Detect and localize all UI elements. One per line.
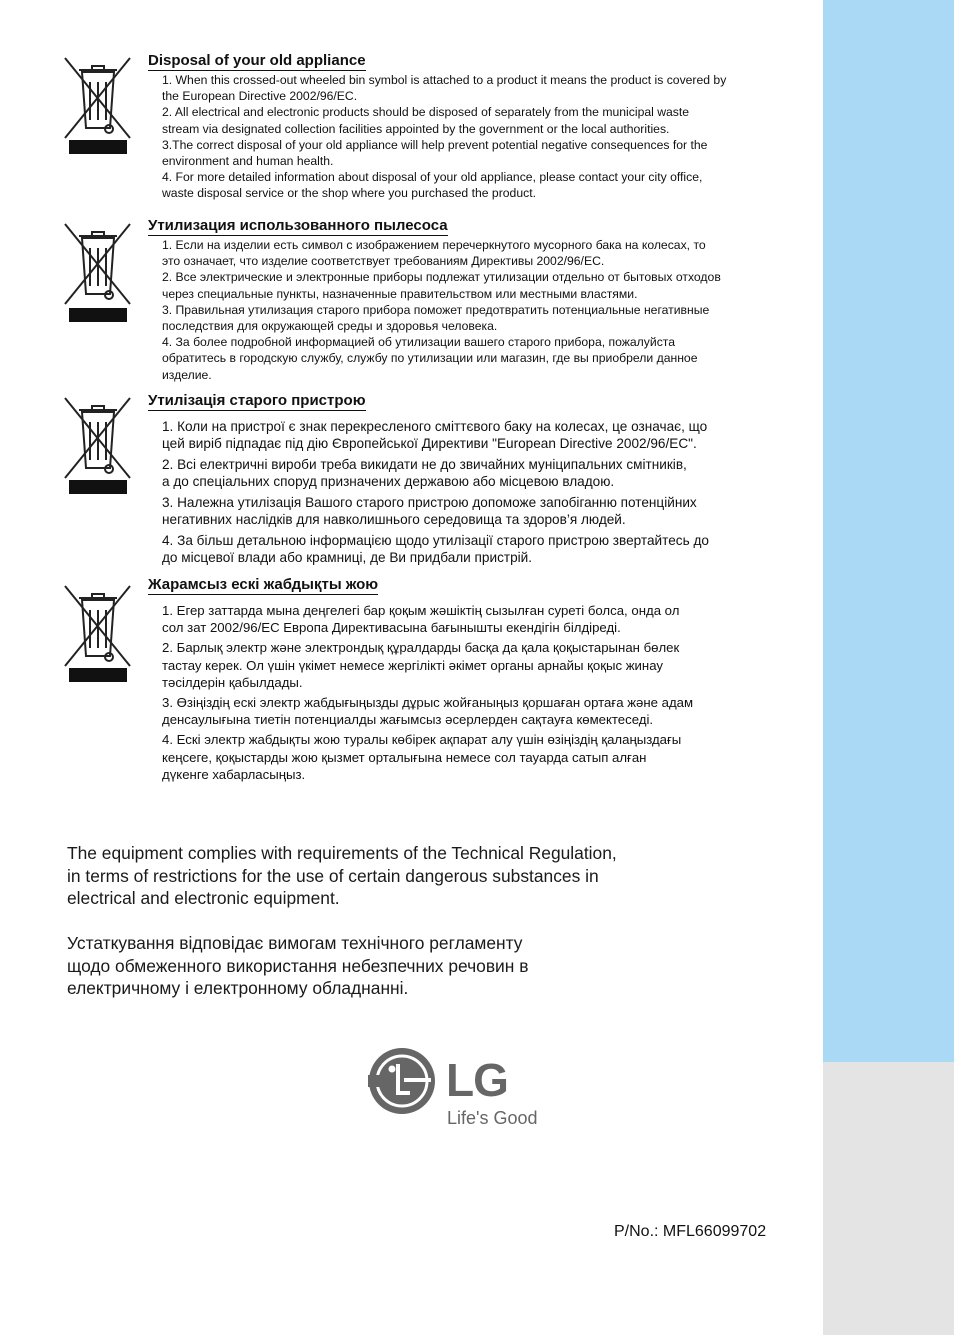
section-heading: Disposal of your old appliance xyxy=(148,52,366,69)
compliance-text-english: The equipment complies with requirements of the Technical Regulation, in terms of restrictions for the use of certain dangerous substances in electrical and electronic equipment. xyxy=(67,843,617,909)
list-item: 2. All electrical and electronic products should be disposed of separately from the municipal waste stream via designated collection facilities appointed by the government or the local authorities. xyxy=(162,105,690,136)
crossed-out-bin-icon xyxy=(62,220,134,310)
crossed-out-bin-icon xyxy=(62,394,134,484)
lg-logo xyxy=(368,1045,568,1135)
list-item: 4. За более подробной информацией об утилизации вашего старого прибора, пожалуйста обратитесь в городскую службу, службу по утилизации или магазин, где вы приобрели данное изделие. xyxy=(162,335,698,382)
section-heading: Жарамсыз ескі жабдықты жою xyxy=(148,576,379,593)
black-bar-mark xyxy=(69,308,127,322)
black-bar-mark xyxy=(69,480,127,494)
black-bar-mark xyxy=(69,668,127,682)
sidebar-grey-band xyxy=(823,1062,954,1335)
list-item: 1. Коли на пристрої є знак перекресленого сміттєвого баку на колесах, це означає, що цей виріб підпадає під дію Європейської Директиви "European Directive 2002/96/EC". xyxy=(162,419,708,451)
disposal-section-russian xyxy=(62,217,802,387)
section-heading: Утилизация использованного пылесоса xyxy=(148,217,448,234)
compliance-text-ukrainian: Устаткування відповідає вимогам технічного регламенту щодо обмеженного використання небезпечних речовин в електричному і електронному обладнанні. xyxy=(67,933,529,999)
list-item: 1. Егер заттарда мына деңгелегі бар қоқым жәшіктің сызылған суреті болса, онда ол сол зат 2002/96/EC Европа Директивасына бағынышты екендігін білдіреді. xyxy=(162,603,680,636)
list-item: 3. Належна утилізація Вашого старого пристрою допоможе запобіганню потенційних негативних наслідків для навколишнього середовища та здоров’я людей. xyxy=(162,495,697,527)
list-item: 4. For more detailed information about disposal of your old appliance, please contact your city office, waste disposal service or the shop where you purchased the product. xyxy=(162,170,703,201)
disposal-section-ukrainian xyxy=(62,392,802,567)
list-item: 2. Всі електричні вироби треба викидати не до звичайних муніципальних смітників, а до спеціальних споруд призначених державою або місцевою владою. xyxy=(162,457,687,489)
crossed-out-bin-icon xyxy=(62,582,134,672)
list-item: 1. Если на изделии есть символ с изображением перечеркнутого мусорного бака на колесах, то это означает, что изделие соответствует требованиям Директивы 2002/96/EC. xyxy=(162,238,706,269)
list-item: 3.The correct disposal of your old appliance will help prevent potential negative consequences for the environment and human health. xyxy=(162,137,708,169)
brand-name: LG xyxy=(446,1054,508,1106)
list-item: 2. Все электрические и электронные приборы подлежат утилизации отдельно от бытовых отходов через специальные пункты, назначенные правительством или местными властями. xyxy=(162,270,721,301)
part-number: P/No.: MFL66099702 xyxy=(614,1223,767,1240)
list-item: 1. When this crossed-out wheeled bin symbol is attached to a product it means the product is covered by the European Directive 2002/96/EC. xyxy=(162,73,727,104)
list-item: 3. Правильная утилизация старого прибора поможет предотвратить потенциальные негативные последствия для окружающей среды и здоровья человека. xyxy=(162,302,710,334)
list-item: 2. Барлық электр және электрондық құралдарды басқа да қала қоқыстарынан бөлек тастау керек. Ол үшін үкімет немесе жергілікті әкімет органы арнайы қоқыс жинау тәсілдерін қабылдады. xyxy=(162,640,680,690)
brand-tagline: Life's Good xyxy=(447,1108,538,1128)
list-item: 3. Өзіңіздің ескі электр жабдығыңызды дұрыс жойғаныңыз қоршаған ортаға және адам денсаулығына тиетін потенциалды жағымсыз әсерлерден сақтауға көмектеседі. xyxy=(162,695,694,728)
black-bar-mark xyxy=(69,140,127,154)
list-item: 4. За більш детальною інформацією щодо утилізації старого пристрою звертайтесь до до місцевої влади або крамниці, де Ви придбали пристрій. xyxy=(162,533,709,565)
disposal-section-english xyxy=(62,52,802,202)
sidebar-blue-band xyxy=(823,0,954,1062)
list-item: 4. Ескі электр жабдықты жою туралы көбірек ақпарат алу үшін өзіңіздің қалаңыздағы кеңсеге, қоқыстарды жою қызмет орталығына немесе сол тауарда сатып алған дүкенге хабарласыңыз. xyxy=(162,732,682,782)
crossed-out-bin-icon xyxy=(62,54,134,144)
section-heading: Утилізація старого пристрою xyxy=(148,392,366,409)
disposal-section-kazakh xyxy=(62,576,802,796)
lg-face-icon xyxy=(368,1047,440,1119)
